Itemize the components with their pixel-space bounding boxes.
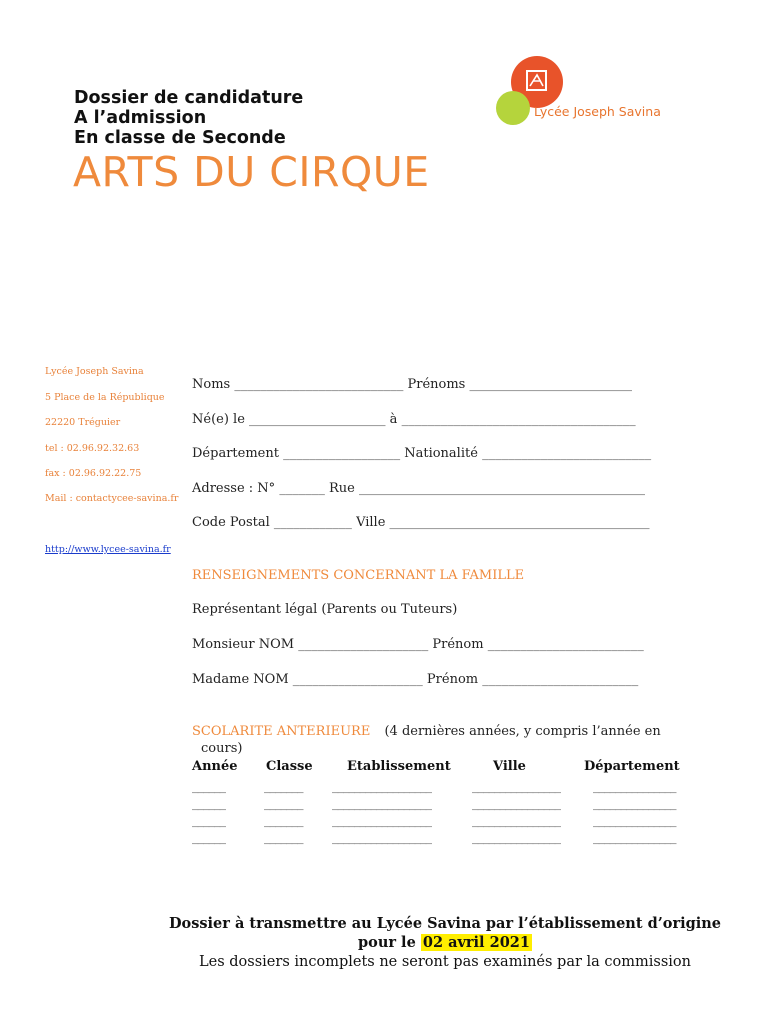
scolarite-heading-row — [192, 724, 661, 739]
cell-ville[interactable]: ________________ — [472, 796, 560, 811]
field-code-postal[interactable]: ____________ — [273, 515, 352, 530]
sidebar-city: 22220 Tréguier — [45, 417, 121, 428]
cell-annee[interactable]: ______ — [192, 779, 225, 794]
label-madame-prenom: Prénom — [426, 672, 479, 687]
form-row-adresse — [192, 481, 645, 496]
field-madame-nom[interactable]: ____________________ — [292, 672, 423, 687]
cell-classe[interactable]: _______ — [264, 813, 303, 828]
field-rue[interactable]: ____________________________________________ — [358, 481, 645, 496]
header-line-1: Dossier de candidature — [74, 88, 304, 108]
cell-etablissement[interactable]: __________________ — [332, 830, 431, 845]
representant-label: Représentant légal (Parents ou Tuteurs) — [192, 602, 458, 617]
label-rue: Rue — [328, 481, 355, 496]
label-a: à — [389, 412, 398, 427]
cell-ville[interactable]: ________________ — [472, 830, 560, 845]
cell-annee[interactable]: ______ — [192, 813, 225, 828]
cell-ville[interactable]: ________________ — [472, 813, 560, 828]
sidebar-address: 5 Place de la République — [45, 392, 165, 403]
cell-classe[interactable]: _______ — [264, 796, 303, 811]
label-madame-nom: Madame NOM — [192, 672, 289, 687]
section-famille-heading: RENSEIGNEMENTS CONCERNANT LA FAMILLE — [192, 568, 525, 583]
label-monsieur-prenom: Prénom — [432, 637, 484, 652]
scolarite-note: (4 dernières années, y compris l’année en — [384, 724, 661, 739]
cell-ville[interactable]: ________________ — [472, 779, 560, 794]
field-noms[interactable]: __________________________ — [234, 377, 404, 392]
logo-text: Lycée Joseph Savina — [534, 104, 661, 119]
form-row-madame — [192, 672, 638, 687]
field-monsieur-nom[interactable]: ____________________ — [298, 637, 429, 652]
field-madame-prenom[interactable]: ________________________ — [482, 672, 639, 687]
field-lieu-naissance[interactable]: ____________________________________ — [401, 412, 636, 427]
footer-pour-le: pour le — [358, 934, 416, 951]
field-numero[interactable]: _______ — [279, 481, 325, 496]
cell-classe[interactable]: _______ — [264, 779, 303, 794]
label-prenoms: Prénoms — [407, 377, 466, 392]
col-header-ville: Ville — [493, 759, 526, 774]
label-departement: Département — [192, 446, 279, 461]
scolarite-note-cont: cours) — [201, 741, 243, 756]
footer-deadline-date: 02 avril 2021 — [422, 934, 530, 951]
header-line-2: A l’admission — [74, 108, 207, 128]
footer-line-3: Les dossiers incomplets ne seront pas examinés par la commission — [199, 954, 691, 970]
school-logo — [492, 54, 662, 126]
field-nationalite[interactable]: __________________________ — [482, 446, 652, 461]
cell-etablissement[interactable]: __________________ — [332, 796, 431, 811]
cell-annee[interactable]: ______ — [192, 796, 225, 811]
cell-classe[interactable]: _______ — [264, 830, 303, 845]
footer-line-1: Dossier à transmettre au Lycée Savina par l’établissement d’origine — [168, 915, 722, 932]
form-row-naissance — [192, 412, 636, 427]
label-adresse: Adresse : N° — [192, 481, 276, 496]
label-ne-le: Né(e) le — [192, 412, 245, 427]
sidebar-tel: tel : 02.96.92.32.63 — [45, 443, 140, 454]
sidebar-fax: fax : 02.96.92.22.75 — [45, 468, 142, 479]
field-date-naissance[interactable]: _____________________ — [249, 412, 386, 427]
sidebar-school-name: Lycée Joseph Savina — [45, 366, 144, 377]
cell-departement[interactable]: _______________ — [593, 813, 676, 828]
field-ville[interactable]: ________________________________________ — [389, 515, 650, 530]
col-header-annee: Année — [192, 759, 238, 774]
col-header-departement: Département — [584, 759, 680, 774]
field-monsieur-prenom[interactable]: ________________________ — [487, 637, 644, 652]
form-row-departement — [192, 446, 651, 461]
label-ville: Ville — [356, 515, 386, 530]
form-row-codepostal — [192, 515, 650, 530]
logo-green-circle — [496, 91, 530, 125]
cell-etablissement[interactable]: __________________ — [332, 813, 431, 828]
form-row-monsieur — [192, 637, 644, 652]
sidebar-website-link[interactable]: http://www.lycee-savina.fr — [45, 544, 171, 555]
field-prenoms[interactable]: _________________________ — [469, 377, 632, 392]
section-scolarite-heading: SCOLARITE ANTERIEURE — [192, 724, 371, 739]
cell-departement[interactable]: _______________ — [593, 779, 676, 794]
field-departement[interactable]: __________________ — [283, 446, 401, 461]
label-nationalite: Nationalité — [404, 446, 478, 461]
col-header-classe: Classe — [266, 759, 313, 774]
header-line-3: En classe de Seconde — [74, 128, 286, 148]
cell-departement[interactable]: _______________ — [593, 796, 676, 811]
cell-annee[interactable]: ______ — [192, 830, 225, 845]
page-title: ARTS DU CIRQUE — [73, 148, 430, 196]
cell-departement[interactable]: _______________ — [593, 830, 676, 845]
col-header-etablissement: Etablissement — [347, 759, 451, 774]
form-row-noms — [192, 377, 632, 392]
label-monsieur-nom: Monsieur NOM — [192, 637, 295, 652]
label-noms: Noms — [192, 377, 231, 392]
sidebar-mail: Mail : contactycee-savina.fr — [45, 493, 179, 504]
cell-etablissement[interactable]: __________________ — [332, 779, 431, 794]
label-code-postal: Code Postal — [192, 515, 270, 530]
footer-line-2 — [0, 934, 770, 951]
